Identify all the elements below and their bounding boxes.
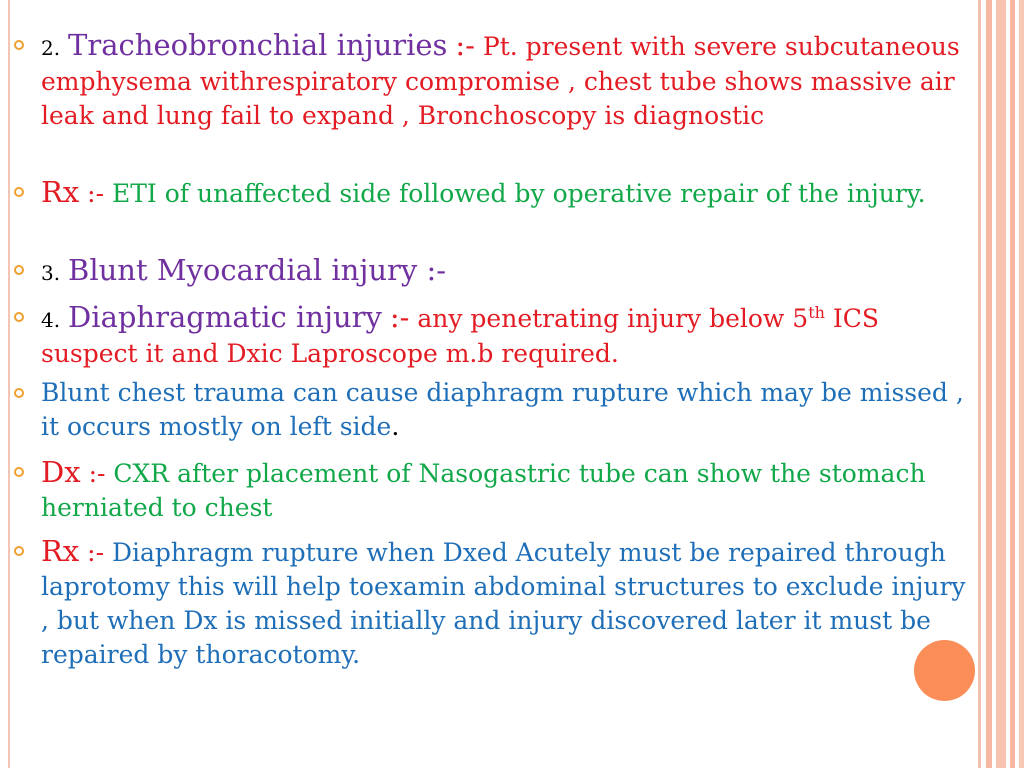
dx-label: Dx: [41, 455, 81, 489]
item-number: 2.: [41, 36, 61, 60]
bullet-icon: [14, 187, 24, 197]
item-end: .: [391, 412, 400, 441]
rx-label: Rx: [41, 175, 80, 209]
bullet-diaphragmatic: [41, 300, 976, 371]
item-body: Blunt chest trauma can cause diaphragm rupture which may be missed , it occurs mostly on left side: [41, 378, 964, 441]
item-heading: Diaphragmatic injury: [68, 300, 382, 334]
bullet-icon: [14, 312, 24, 322]
item-body: ETI of unaffected side followed by operative repair of the injury.: [104, 179, 926, 208]
item-body-cont: ICS suspect it and Dxic Laproscope m.b required.: [41, 304, 879, 368]
bullet-icon: [14, 265, 24, 275]
decorative-circle: [914, 640, 975, 701]
bullet-rx-repair: [41, 534, 976, 672]
item-number: 3.: [41, 261, 61, 285]
bullet-rx-eti: [41, 175, 976, 211]
rx-label: Rx: [41, 534, 80, 568]
item-body: any penetrating injury below 5: [409, 304, 809, 333]
bullet-blunt-myocardial: [41, 253, 976, 290]
left-border-line: [8, 0, 10, 768]
item-body: Pt. present with severe subcutaneous emphysema withrespiratory compromise , chest tube shows massive air leak and lung fail to expand , Bronchoscopy is diagnostic: [41, 32, 960, 130]
superscript: th: [808, 303, 825, 322]
separator: :-: [389, 300, 410, 334]
bullet-dx-cxr: [41, 455, 976, 525]
bullet-icon: [14, 546, 24, 556]
item-body: CXR after placement of Nasogastric tube can show the stomach herniated to chest: [41, 459, 926, 522]
separator: :-: [455, 28, 475, 62]
separator: :-: [87, 179, 105, 208]
bullet-icon: [14, 388, 24, 398]
bullet-blunt-chest-trauma: [41, 376, 976, 444]
separator: :-: [88, 459, 106, 488]
item-number: 4.: [41, 308, 61, 332]
item-heading: Blunt Myocardial injury :-: [68, 253, 447, 287]
bullet-icon: [14, 467, 24, 477]
bullet-icon: [14, 40, 24, 50]
right-decorative-stripes: [978, 0, 1024, 768]
item-body: Diaphragm rupture when Dxed Acutely must be repaired through laprotomy this will help toexamin abdominal structures to exclude injury , but when Dx is missed initially and injury discovered later it must be repaired by thoracotomy.: [41, 538, 966, 669]
separator: :-: [87, 538, 105, 567]
bullet-tracheobronchial: [41, 28, 976, 133]
item-heading: Tracheobronchial injuries: [68, 28, 448, 62]
